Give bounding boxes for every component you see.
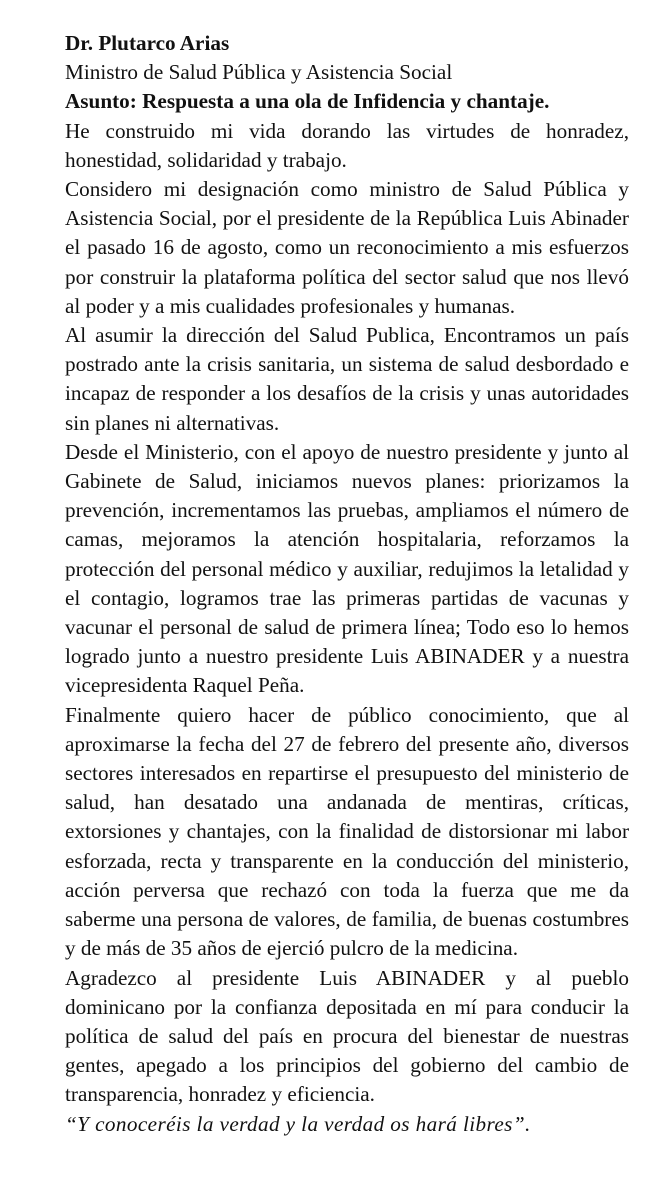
author-name: Dr. Plutarco Arias <box>65 31 230 55</box>
paragraph-1: He construido mi vida dorando las virtudes de honradez, honestidad, solidaridad y trabajo. <box>65 118 629 172</box>
paragraph-4: Desde el Ministerio, con el apoyo de nuestro presidente y junto al Gabinete de Salud, iniciamos nuevos planes: priorizamos la prevención, incrementamos las pruebas, ampliamos el número de camas, mejoramos la atención hospitalaria, reforzamos la protección del personal médico y auxiliar, redujimos la letalidad y el contagio, logramos trae las primeras partidas de vacunas y vacunar el personal de salud de primera línea; Todo eso lo hemos logrado junto a nuestro presidente Luis ABINADER y a nuestra vicepresidenta Raquel Peña. <box>65 439 629 698</box>
letter-subject: Asunto: Respuesta a una ola de Infidencia y chantaje. <box>65 89 550 114</box>
paragraph-6: Agradezco al presidente Luis ABINADER y al pueblo dominicano por la confianza depositada en mí para conducir la política de salud del país en procura del bienestar de nuestras gentes, apegado a los principios del gobierno del cambio de transparencia, honradez y eficiencia. <box>65 965 629 1107</box>
paragraph-2: Considero mi designación como ministro de Salud Pública y Asistencia Social, por el presidente de la República Luis Abinader el pasado 16 de agosto, como un reconocimiento a mis esfuerzos por construir la plataforma política del sector salud que nos llevó al poder y a mis cualidades profesionales y humanas. <box>65 177 629 318</box>
paragraph-3: Al asumir la dirección del Salud Publica, Encontramos un país postrado ante la crisis sanitaria, un sistema de salud desbordado e incapaz de responder a los desafíos de la crisis y unas autoridades sin planes ni alternativas. <box>65 323 629 435</box>
author-title: Ministro de Salud Pública y Asistencia Social <box>65 60 453 85</box>
closing-quote: “Y conoceréis la verdad y la verdad os hará libres”. <box>65 1111 531 1136</box>
paragraph-5: Finalmente quiero hacer de público conocimiento, que al aproximarse la fecha del 27 de febrero del presente año, diversos sectores interesados en repartirse el presupuesto del ministerio de salud, han desatado una andanada de mentiras, críticas, extorsiones y chantajes, con la finalidad de distorsionar mi labor esforzada, recta y transparente en la conducción del ministerio, acción perversa que rechazó con toda la fuerza que me da saberme una persona de valores, de familia, de buenas costumbres y de más de 35 años de ejerció pulcro de la medicina. <box>65 702 629 961</box>
